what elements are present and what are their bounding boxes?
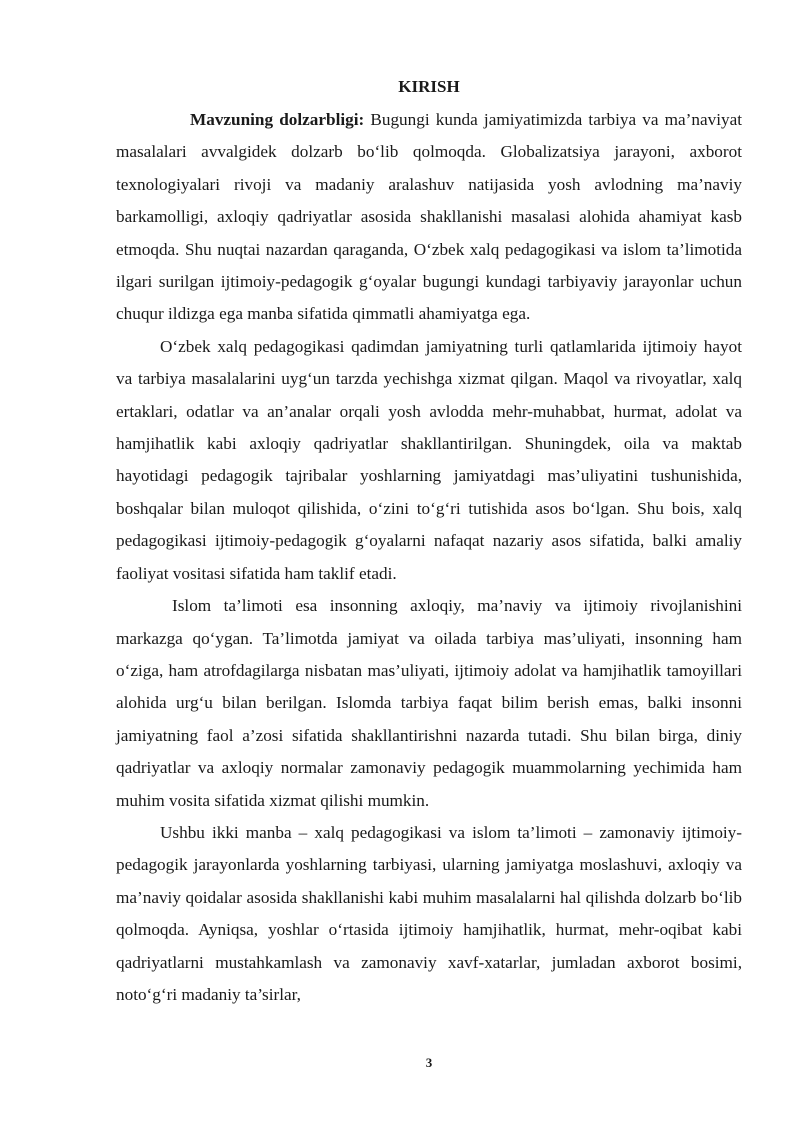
paragraph-two-sources: Ushbu ikki manba – xalq pedagogikasi va islom ta’limoti – zamonaviy ijtimoiy-pedagogik jarayonlarda yoshlarning tarbiyasi, ularning jamiyatga moslashuvi, axloqiy va ma’naviy qoidalar asosida shakllanishi kabi muhim masalalarni hal qilishda dolzarb bo‘lib qolmoqda. Ayniqsa, yoshlar o‘rtasida ijtimoiy hamjihatlik, hurmat, mehr-oqibat kabi qadriyatlarni mustahkamlash va zamonaviy xavf-xatarlar, jumladan axborot bosimi, noto‘g‘ri madaniy ta’sirlar, xyxy=(116,822,742,1004)
section-title: KIRISH xyxy=(398,77,460,96)
paragraph-islamic-teaching: Islom ta’limoti esa insonning axloqiy, ma’naviy va ijtimoiy rivojlanishini markazga qo‘ygan. Ta’limotda jamiyat va oilada tarbiya mas’uliyati, insonning ham o‘ziga, ham atrofdagilarga nisbatan mas’uliyati, ijtimoiy adolat va hamjihatlik tamoyillari alohida urg‘u bilan berilgan. Islomda tarbiya faqat bilim berish emas, balki insonni jamiyatning faol a’zosi sifatida shakllantirishni nazarda tutadi. Shu bilan birga, diniy qadriyatlar va axloqiy normalar zamonaviy pedagogik muammolarning yechimida ham muhim vosita sifatida xizmat qilishi mumkin. xyxy=(116,596,742,810)
paragraph-folk-pedagogy: O‘zbek xalq pedagogikasi qadimdan jamiyatning turli qatlamlarida ijtimoiy hayot va tarbiya masalalarini uyg‘un tarzda yechishga xizmat qilgan. Maqol va rivoyatlar, xalq ertaklari, odatlar va an’analar orqali yosh avlodda mehr-muhabbat, hurmat, adolat va hamjihatlik kabi axloqiy qadriyatlar shakllantirilgan. Shuningdek, oila va maktab hayotidagi pedagogik tajribalar yoshlarning jamiyatdagi mas’uliyatini tushunishida, boshqalar bilan muloqot qilishida, o‘zini to‘g‘ri tutishida asos bo‘lgan. Shu bois, xalq pedagogikasi ijtimoiy-pedagogik g‘oyalarni nafaqat nazariy asos sifatida, balki amaliy faoliyat vositasi sifatida ham taklif etadi. xyxy=(116,336,742,583)
page-number: 3 xyxy=(425,1055,433,1070)
paragraph-relevance xyxy=(116,104,742,331)
paragraph-lead: Mavzuning dolzarbligi: xyxy=(190,110,365,129)
paragraph-text: Bugungi kunda jamiyatimizda tarbiya va ma’naviyat masalalari avvalgidek dolzarb bo‘lib qolmoqda. Globalizatsiya jarayoni, axborot texnologiyalari rivoji va madaniy aralashuv natijasida yosh avlodning ma’naviy barkamolligi, axloqiy qadriyatlar asosida shakllanishi masalasi alohida ahamiyat kasb etmoqda. Shu nuqtai nazardan qaraganda, O‘zbek xalq pedagogikasi va islom ta’limotida ilgari surilgan ijtimoiy-pedagogik g‘oyalar bugungi kundagi tarbiyaviy jarayonlar uchun chuqur ildizga ega manba sifatida qimmatli ahamiyatga ega. xyxy=(116,110,742,324)
